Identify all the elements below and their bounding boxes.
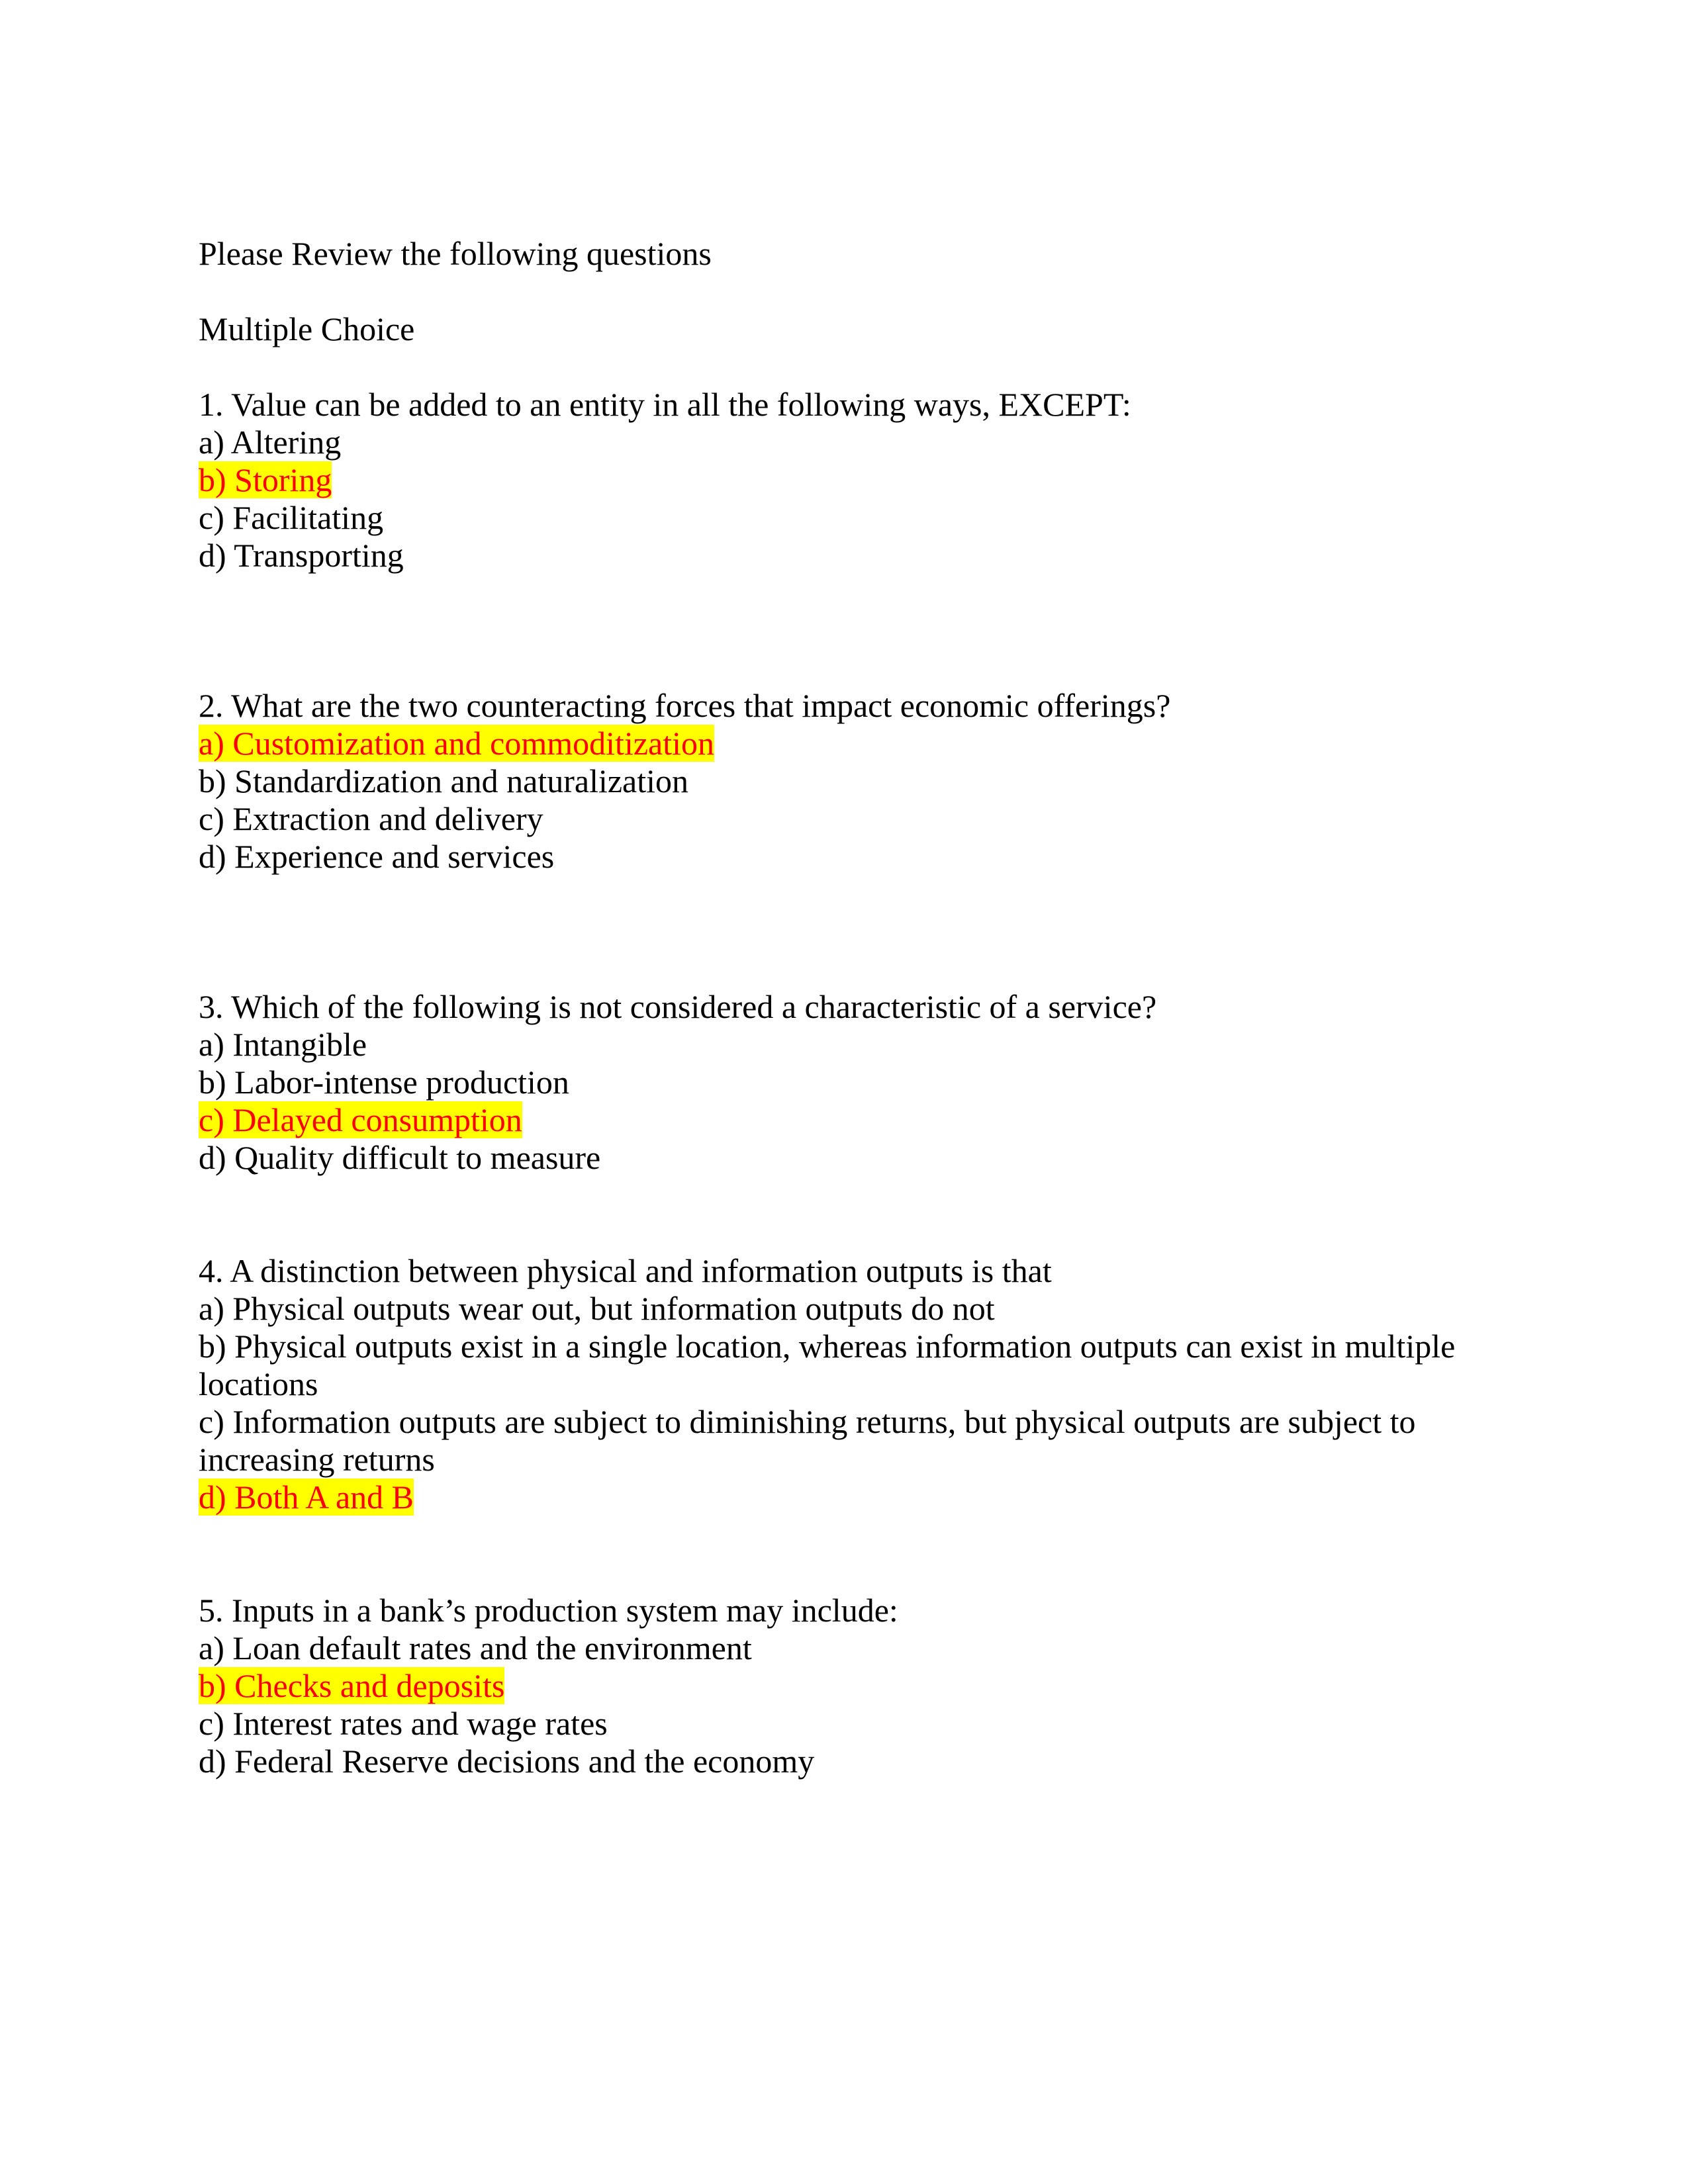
question-option <box>199 1629 1489 1667</box>
highlighted-answer: b) Storing <box>199 461 332 498</box>
spacer <box>199 876 1489 988</box>
question-option <box>199 537 1489 574</box>
question-stem: 4. A distinction between physical and information outputs is that <box>199 1252 1052 1289</box>
question-stem: 1. Value can be added to an entity in all the following ways, EXCEPT: <box>199 386 1131 423</box>
question-option <box>199 838 1489 876</box>
option-text: a) Altering <box>199 424 342 461</box>
question-option-answer <box>199 1479 1489 1516</box>
option-text: d) Transporting <box>199 537 404 574</box>
intro-text: Please Review the following questions <box>199 235 712 272</box>
question-4 <box>199 1252 1489 1516</box>
question-option-answer <box>199 725 1489 762</box>
spacer <box>199 348 1489 386</box>
question-stem: 3. Which of the following is not considered a characteristic of a service? <box>199 988 1157 1025</box>
question-option <box>199 762 1489 800</box>
highlighted-answer: a) Customization and commoditization <box>199 725 715 762</box>
question-stem: 5. Inputs in a bank’s production system may include: <box>199 1592 898 1629</box>
option-text: c) Facilitating <box>199 499 384 536</box>
option-text: c) Interest rates and wage rates <box>199 1705 608 1742</box>
question-5 <box>199 1592 1489 1780</box>
question-option <box>199 800 1489 838</box>
question-3 <box>199 988 1489 1177</box>
option-text: a) Physical outputs wear out, but information outputs do not <box>199 1290 995 1327</box>
question-option <box>199 1290 1489 1328</box>
option-text: b) Labor-intense production <box>199 1064 569 1101</box>
option-text: c) Information outputs are subject to diminishing returns, but physical outputs are subject to increasing returns <box>199 1403 1416 1478</box>
option-text: c) Extraction and delivery <box>199 800 543 837</box>
question-option <box>199 1064 1489 1101</box>
question-option <box>199 499 1489 537</box>
document-page <box>199 235 1489 1780</box>
question-option-answer <box>199 461 1489 499</box>
spacer <box>199 574 1489 687</box>
question-option <box>199 424 1489 461</box>
question-option <box>199 1026 1489 1064</box>
question-option <box>199 1139 1489 1177</box>
option-text: b) Standardization and naturalization <box>199 762 689 799</box>
highlighted-answer: b) Checks and deposits <box>199 1667 505 1704</box>
highlighted-answer: d) Both A and B <box>199 1479 414 1516</box>
option-text: d) Experience and services <box>199 838 555 875</box>
highlighted-answer: c) Delayed consumption <box>199 1101 522 1138</box>
question-option-answer <box>199 1101 1489 1139</box>
spacer <box>199 1516 1489 1592</box>
question-1 <box>199 386 1489 574</box>
option-text: a) Loan default rates and the environment <box>199 1629 752 1666</box>
question-option <box>199 1403 1489 1479</box>
question-2 <box>199 687 1489 876</box>
option-text: a) Intangible <box>199 1026 367 1063</box>
question-option <box>199 1743 1489 1780</box>
option-text: d) Federal Reserve decisions and the economy <box>199 1743 815 1780</box>
question-option-answer <box>199 1667 1489 1705</box>
option-text: d) Quality difficult to measure <box>199 1139 601 1176</box>
question-stem: 2. What are the two counteracting forces that impact economic offerings? <box>199 687 1171 724</box>
spacer <box>199 273 1489 310</box>
spacer <box>199 1177 1489 1252</box>
section-title: Multiple Choice <box>199 310 415 347</box>
question-option <box>199 1705 1489 1743</box>
question-option <box>199 1328 1489 1403</box>
option-text: b) Physical outputs exist in a single location, whereas information outputs can exist in multiple locations <box>199 1328 1456 1402</box>
